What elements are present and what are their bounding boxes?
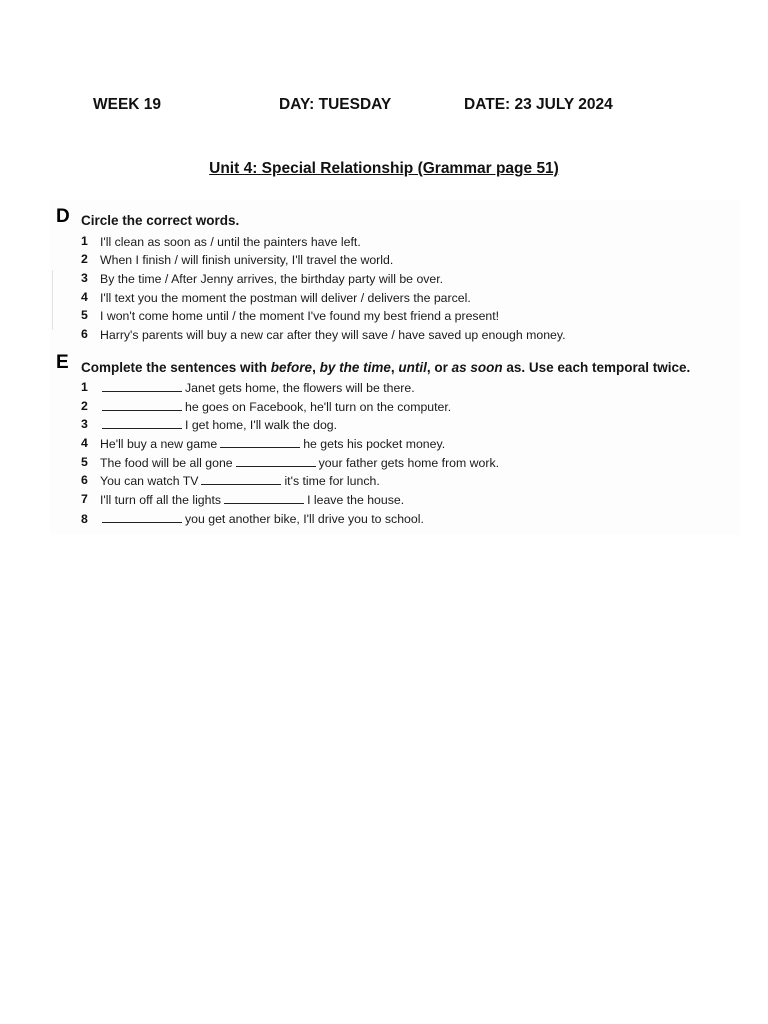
item-sentence (100, 418, 337, 432)
section-d-instruction: Circle the correct words. (81, 213, 240, 228)
instruction-end: as. Use each temporal twice. (502, 360, 691, 375)
sentence-end: he goes on Facebook, he'll turn on the computer. (185, 400, 452, 414)
answer-blank (220, 446, 300, 448)
item-number: 5 (81, 455, 88, 469)
instruction-start: Complete the sentences with (81, 360, 271, 375)
item-sentence (100, 493, 404, 507)
instruction-word-before: before (270, 360, 313, 375)
sentence-end: you get another bike, I'll drive you to school. (185, 512, 424, 526)
day-label: DAY: TUESDAY (279, 96, 392, 113)
answer-blank (236, 465, 316, 467)
item-sentence (100, 512, 424, 526)
item-number: 3 (81, 271, 88, 285)
sentence-end: he gets his pocket money. (303, 437, 446, 451)
sentence-start: He'll buy a new game (100, 437, 218, 451)
answer-blank (201, 483, 281, 485)
answer-blank (102, 390, 182, 392)
item-sentence (100, 381, 415, 395)
sentence-end: I leave the house. (307, 493, 405, 507)
item-text: By the time / After Jenny arrives, the birthday party will be over. (100, 272, 444, 286)
item-number: 8 (81, 512, 88, 526)
section-d-letter: D (56, 206, 70, 227)
instruction-separator: , or (426, 360, 452, 375)
answer-blank (224, 502, 304, 504)
sentence-end: I get home, I'll walk the dog. (185, 418, 338, 432)
section-e-letter: E (56, 352, 69, 373)
section-e-instruction (81, 360, 690, 375)
item-number: 6 (81, 327, 88, 341)
item-sentence (100, 456, 499, 470)
week-label: WEEK 19 (93, 96, 162, 113)
instruction-word-as-soon: as soon (451, 360, 503, 375)
item-number: 1 (81, 380, 88, 394)
item-number: 5 (81, 308, 88, 322)
item-sentence (100, 400, 451, 414)
item-sentence (100, 437, 445, 451)
sentence-end: your father gets home from work. (318, 456, 500, 470)
item-number: 4 (81, 436, 88, 450)
item-number: 2 (81, 252, 88, 266)
answer-blank (102, 427, 182, 429)
instruction-separator: , (390, 360, 399, 375)
item-text: I'll text you the moment the postman will deliver / delivers the parcel. (100, 291, 471, 305)
instruction-separator: , (312, 360, 320, 375)
date-label: DATE: 23 JULY 2024 (464, 96, 613, 113)
instruction-word-by-the-time: by the time (319, 360, 391, 375)
scan-edge-mark (52, 270, 53, 330)
unit-title: Unit 4: Special Relationship (Grammar page 51) (209, 160, 559, 177)
sentence-end: Janet gets home, the flowers will be there. (185, 381, 415, 395)
item-number: 2 (81, 399, 88, 413)
item-number: 7 (81, 492, 88, 506)
item-number: 6 (81, 473, 88, 487)
item-text: Harry's parents will buy a new car after they will save / have saved up enough money. (100, 328, 566, 342)
item-number: 1 (81, 234, 88, 248)
item-sentence (100, 474, 380, 488)
answer-blank (102, 409, 182, 411)
item-number: 3 (81, 417, 88, 431)
instruction-word-until: until (398, 360, 427, 375)
item-text: I won't come home until / the moment I've found my best friend a present! (100, 309, 500, 323)
answer-blank (102, 521, 182, 523)
sentence-start: I'll turn off all the lights (100, 493, 222, 507)
sentence-end: it's time for lunch. (284, 474, 380, 488)
item-text: When I finish / will finish university, I'll travel the world. (100, 253, 394, 267)
sentence-start: You can watch TV (100, 474, 199, 488)
sentence-start: The food will be all gone (100, 456, 233, 470)
item-text: I'll clean as soon as / until the painters have left. (100, 235, 361, 249)
item-number: 4 (81, 290, 88, 304)
